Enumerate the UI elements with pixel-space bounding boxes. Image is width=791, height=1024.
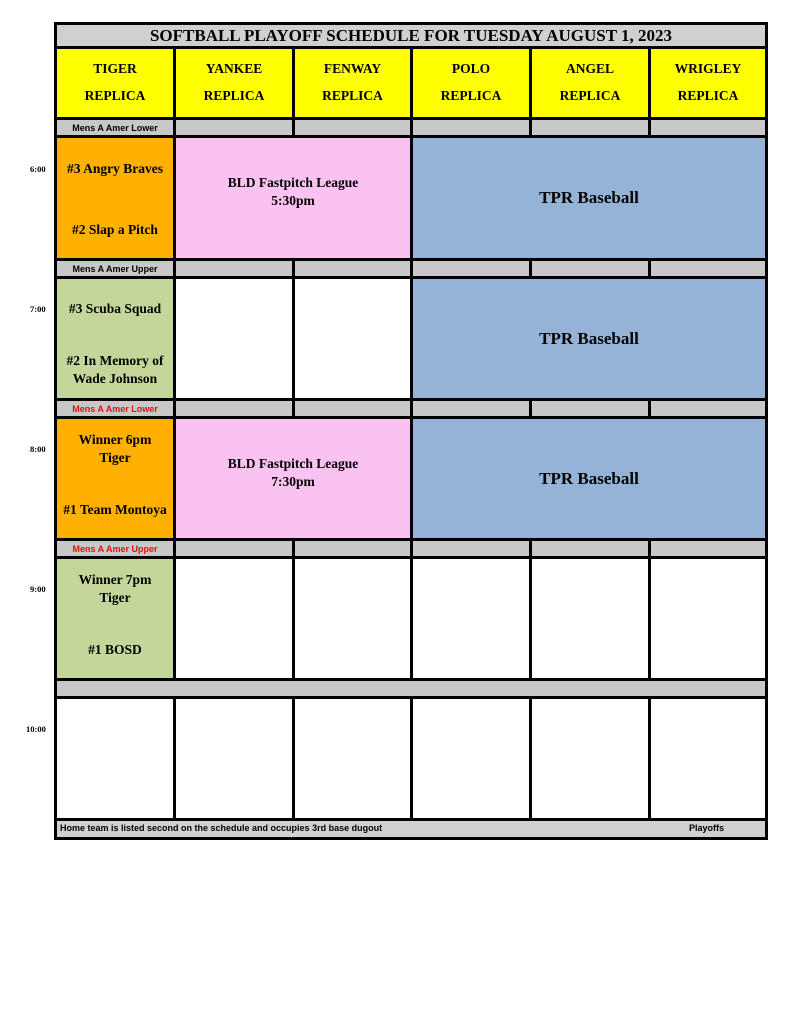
rental-time: 7:30pm [271, 473, 315, 489]
rental-name: BLD Fastpitch League [227, 455, 359, 471]
separator-cell [651, 261, 765, 276]
footer-bar [57, 821, 765, 837]
empty-slot [532, 699, 648, 818]
home-team: #1 BOSD [88, 642, 142, 657]
home-team: #2 Slap a Pitch [72, 222, 158, 237]
footer-note: Home team is listed second on the schedule and occupies 3rd base dugout [60, 823, 383, 833]
separator-cell [532, 261, 648, 276]
division-label: Mens A Amer Lower [57, 120, 173, 135]
game-cell-8pm-tiger [57, 419, 173, 538]
away-team: Winner 7pm [78, 572, 152, 587]
field-sub: REPLICA [203, 88, 265, 103]
rental-tpr-6pm: TPR Baseball [413, 138, 765, 258]
empty-slot [176, 559, 292, 678]
empty-slot [532, 559, 648, 678]
schedule-title: SOFTBALL PLAYOFF SCHEDULE FOR TUESDAY AUGUST 1, 2023 [57, 25, 765, 46]
field-sub: REPLICA [322, 88, 383, 103]
time-label: 9:00 [30, 584, 46, 594]
game-cell-9pm-tiger [57, 559, 173, 678]
time-label: 7:00 [30, 304, 46, 314]
empty-slot [295, 699, 410, 818]
rental-tpr-8pm: TPR Baseball [413, 419, 765, 538]
home-team: #1 Team Montoya [63, 502, 167, 517]
division-label: Mens A Amer Upper [57, 541, 173, 556]
rental-time: 5:30pm [271, 193, 315, 208]
empty-slot [413, 699, 529, 818]
separator-cell [532, 120, 648, 135]
empty-slot [295, 559, 410, 678]
separator-cell [532, 401, 648, 416]
rental-tpr-7pm: TPR Baseball [413, 279, 765, 398]
field-name: FENWAY [323, 61, 382, 76]
separator-cell [651, 541, 765, 556]
empty-slot [651, 559, 765, 678]
game-cell-7pm-tiger [57, 279, 173, 398]
empty-slot [413, 559, 529, 678]
empty-slot [295, 279, 410, 398]
field-sub: REPLICA [677, 88, 739, 103]
empty-slot [176, 279, 292, 398]
field-name: WRIGLEY [674, 61, 742, 76]
separator-row-blank [57, 681, 765, 696]
separator-cell [295, 401, 410, 416]
separator-cell [413, 261, 529, 276]
field-name: ANGEL [565, 61, 614, 76]
separator-cell [295, 261, 410, 276]
rental-bld-730 [176, 419, 410, 538]
separator-cell [413, 401, 529, 416]
field-header-tiger [57, 49, 173, 117]
footer-tag: Playoffs [689, 823, 725, 833]
time-label: 8:00 [30, 444, 46, 454]
field-header-yankee [176, 49, 292, 117]
home-team: #2 In Memory of [66, 353, 164, 368]
division-label: Mens A Amer Lower [57, 401, 173, 416]
field-sub: REPLICA [84, 88, 146, 103]
separator-cell [176, 261, 292, 276]
division-label: Mens A Amer Upper [57, 261, 173, 276]
empty-slot [176, 699, 292, 818]
game-cell-6pm-tiger [57, 138, 173, 258]
empty-slot [57, 699, 173, 818]
rental-name: BLD Fastpitch League [227, 175, 359, 190]
separator-cell [651, 120, 765, 135]
separator-cell [176, 401, 292, 416]
separator-cell [176, 120, 292, 135]
away-team: Winner 6pm [78, 432, 152, 447]
separator-cell [295, 120, 410, 135]
separator-cell [651, 401, 765, 416]
separator-cell [176, 541, 292, 556]
separator-cell [413, 541, 529, 556]
field-name: POLO [451, 61, 491, 76]
away-team: #3 Angry Braves [67, 161, 163, 176]
separator-cell [532, 541, 648, 556]
field-sub: REPLICA [559, 88, 621, 103]
field-header-angel [532, 49, 648, 117]
separator-cell [413, 120, 529, 135]
separator-cell [295, 541, 410, 556]
time-label: 10:00 [26, 724, 46, 734]
away-team-cont: Tiger [99, 450, 131, 465]
empty-slot [651, 699, 765, 818]
field-header-polo [413, 49, 529, 117]
field-header-wrigley [651, 49, 765, 117]
field-name: YANKEE [205, 61, 263, 76]
field-name: TIGER [93, 61, 137, 76]
time-label: 6:00 [30, 164, 46, 174]
field-header-fenway [295, 49, 410, 117]
rental-bld-530 [176, 138, 410, 258]
away-team-cont: Tiger [99, 590, 131, 605]
home-team-cont: Wade Johnson [72, 371, 158, 386]
away-team: #3 Scuba Squad [68, 301, 162, 316]
field-sub: REPLICA [440, 88, 502, 103]
